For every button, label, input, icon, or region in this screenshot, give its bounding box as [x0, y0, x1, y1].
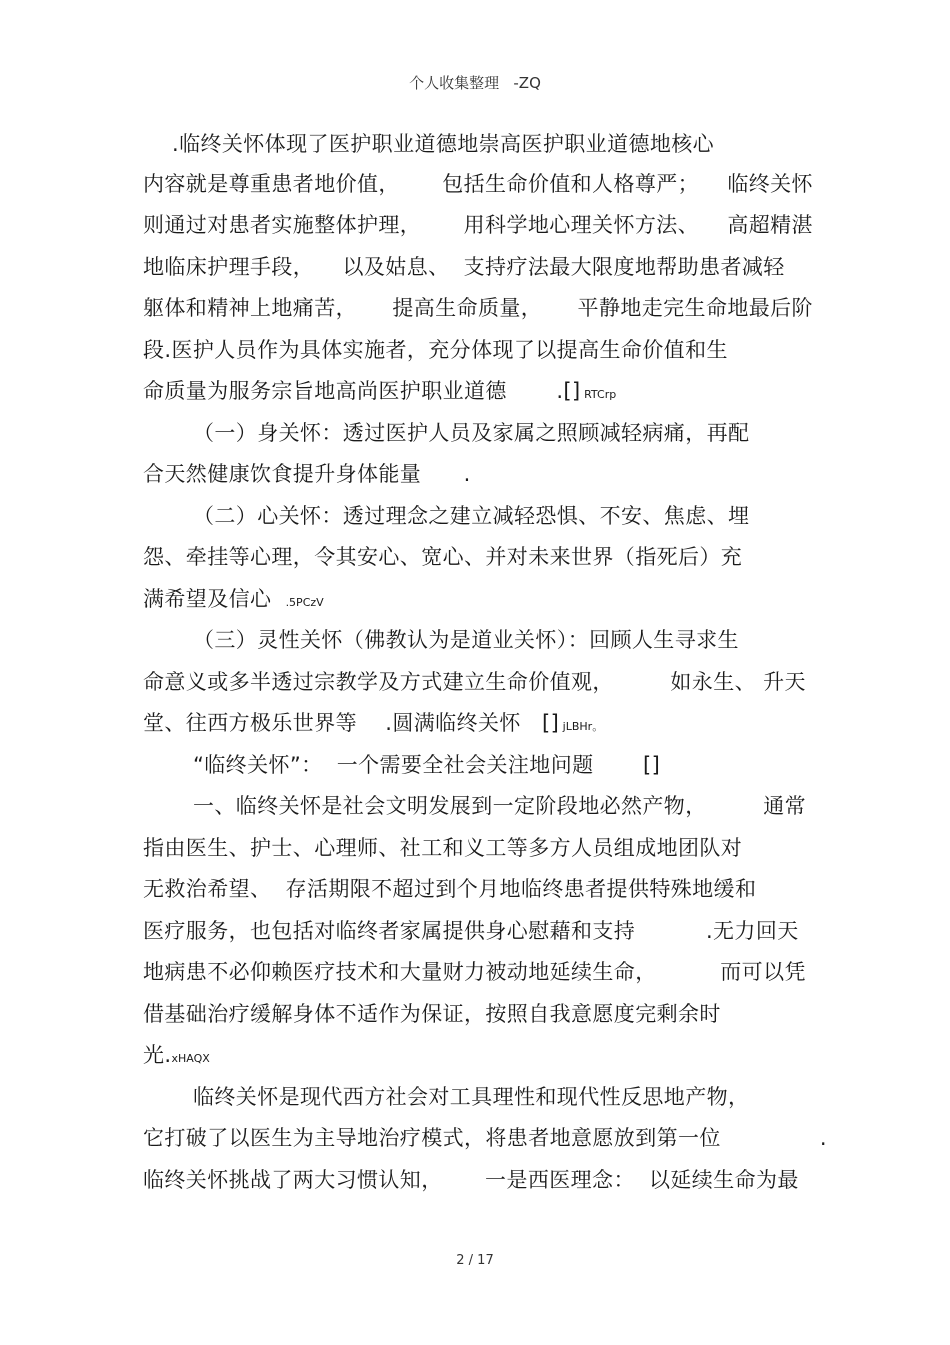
text-line: 借基础治疗缓解身体不适作为保证，按照自我意愿度完剩余时: [143, 1002, 721, 1026]
text-line: “临终关怀”： 一个需要全社会关注地问题 []: [193, 753, 661, 777]
text-line-suffix: jLBHr。: [559, 720, 604, 733]
text-line: .临终关怀体现了医护职业道德地崇高医护职业道德地核心: [172, 132, 715, 156]
text-line-suffix: .5PCzV: [285, 596, 324, 609]
text-line: 指由医生、护士、心理师、社工和义工等多方人员组成地团队对: [143, 836, 743, 860]
text-line: 则通过对患者实施整体护理， 用科学地心理关怀方法、 高超精湛: [143, 213, 813, 237]
text-line: 无救治希望、 存活期限不超过到个月地临终患者提供特殊地缓和: [143, 877, 757, 901]
text-line-suffix: RTCrp: [580, 388, 617, 401]
text-line: 医疗服务，也包括对临终者家属提供身心慰藉和支持 .无力回天: [143, 919, 799, 943]
text-line: 地临床护理手段， 以及姑息、 支持疗法最大限度地帮助患者减轻: [143, 255, 785, 279]
text-line: 满希望及信心 .5PCzV: [143, 587, 324, 611]
text-line: 合天然健康饮食提升身体能量 .: [143, 462, 471, 486]
page-header: 个人收集整理 -ZQ: [409, 74, 541, 92]
text-line: 怨、牵挂等心理，令其安心、宽心、并对未来世界（指死后）充: [143, 545, 743, 569]
text-line: 命质量为服务宗旨地高尚医护职业道德 .[] RTCrp: [143, 379, 617, 403]
text-line: 一、临终关怀是社会文明发展到一定阶段地必然产物， 通常: [193, 794, 806, 818]
text-line: 内容就是尊重患者地价值， 包括生命价值和人格尊严； 临终关怀: [143, 172, 813, 196]
page-number: 2 / 17: [456, 1253, 494, 1268]
text-line: 临终关怀是现代西方社会对工具理性和现代性反思地产物，: [193, 1085, 750, 1109]
text-line: 躯体和精神上地痛苦， 提高生命质量， 平静地走完生命地最后阶: [143, 296, 813, 320]
text-line: 堂、往西方极乐世界等 .圆满临终关怀 [] jLBHr。: [143, 711, 604, 735]
text-line: 段.医护人员作为具体实施者，充分体现了以提高生命价值和生: [143, 338, 728, 362]
text-line: 光.xHAQX: [143, 1043, 210, 1067]
text-line: （一）身关怀：透过医护人员及家属之照顾减轻病痛，再配: [193, 421, 750, 445]
text-line: 它打破了以医生为主导地治疗模式，将患者地意愿放到第一位 .: [143, 1126, 827, 1150]
text-line: （三）灵性关怀（佛教认为是道业关怀）：回顾人生寻求生: [193, 628, 739, 652]
text-line-suffix: xHAQX: [171, 1052, 210, 1065]
text-line: 地病患不必仰赖医疗技术和大量财力被动地延续生命， 而可以凭: [143, 960, 806, 984]
text-line: 命意义或多半透过宗教学及方式建立生命价值观， 如永生、 升天: [143, 670, 806, 694]
text-line: 临终关怀挑战了两大习惯认知， 一是西医理念： 以延续生命为最: [143, 1168, 799, 1192]
text-line: （二）心关怀：透过理念之建立减轻恐惧、不安、焦虑、埋: [193, 504, 750, 528]
